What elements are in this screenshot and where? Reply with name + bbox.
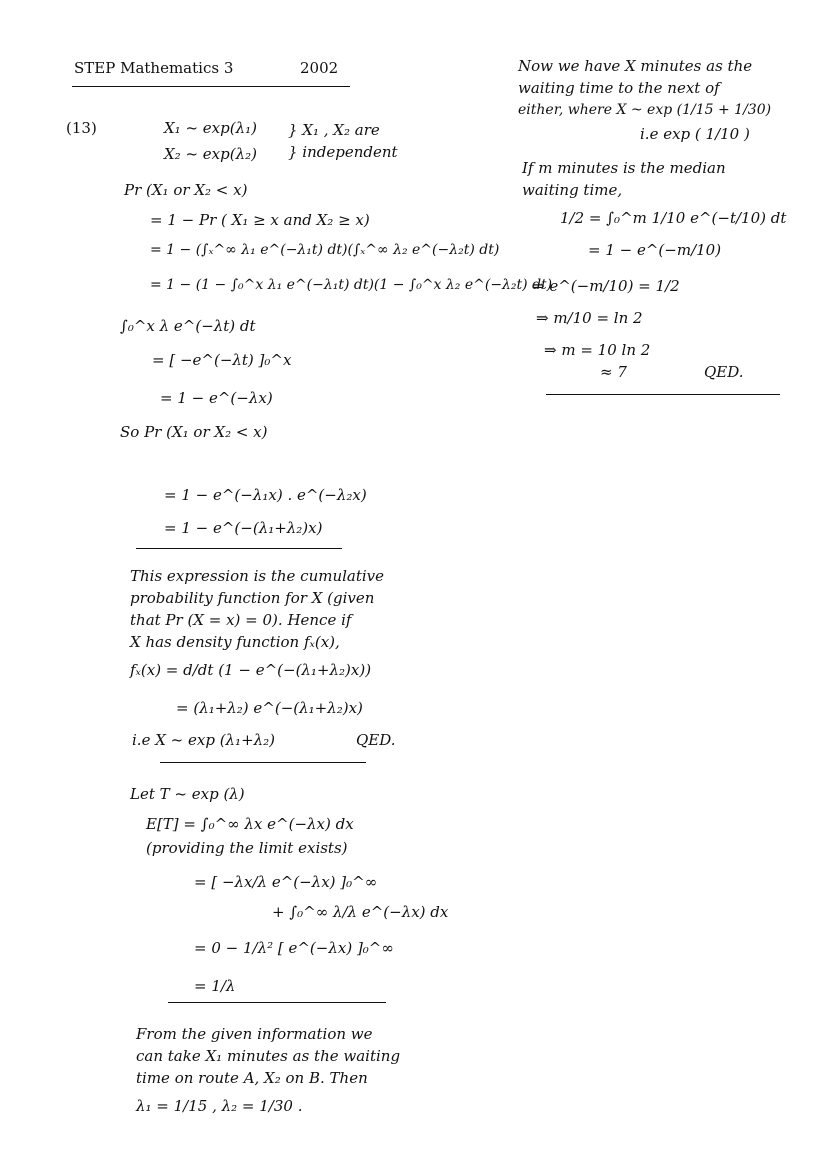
explanation-line-5: fₓ(x) = d/dt (1 − e^(−(λ₁+λ₂)x)) [130,661,372,679]
explanation-line-4: X has density function fₓ(x), [130,633,340,651]
expectation-line-6: = 0 − 1/λ² [ e^(−λx) ]₀^∞ [194,939,394,957]
cdf-line-3: = 1 − (∫ₓ^∞ λ₁ e^(−λ₁t) dt)(∫ₓ^∞ λ₂ e^(−λ₂t) dt) [150,242,500,258]
right-line-7: 1/2 = ∫₀^m 1/10 e^(−t/10) dt [560,209,787,227]
expectation-line-7: = 1/λ [194,977,236,995]
so-line-3: = 1 − e^(−(λ₁+λ₂)x) [164,519,323,537]
integral-line-2: = [ −e^(−λt) ]₀^x [152,351,292,369]
right-line-1: Now we have X minutes as the [518,57,753,75]
expectation-line-1: Let T ~ exp (λ) [130,785,245,803]
given-line-4: λ₁ = 1/15 , λ₂ = 1/30 . [136,1097,303,1115]
cdf-line-1: Pr (X₁ or X₂ < x) [124,181,248,199]
setup-note-1: } X₁ , X₂ are [288,121,380,139]
right-line-11: ⇒ m = 10 ln 2 [544,341,651,359]
right-line-3: either, where X ~ exp (1/15 + 1/30) [518,102,772,118]
explanation-line-7: i.e X ~ exp (λ₁+λ₂) [132,731,276,749]
rule-1 [136,548,342,549]
given-line-3: time on route A, X₂ on B. Then [136,1069,368,1087]
right-line-8: = 1 − e^(−m/10) [588,241,722,259]
so-line-1: So Pr (X₁ or X₂ < x) [120,423,268,441]
integral-line-1: ∫₀^x λ e^(−λt) dt [120,317,256,335]
expectation-line-4: = [ −λx/λ e^(−λx) ]₀^∞ [194,873,378,891]
header-underline [72,86,350,87]
question-number: (13) [66,119,97,137]
explanation-line-1: This expression is the cumulative [130,567,385,585]
right-line-5: If m minutes is the median [522,159,726,177]
page-year: 2002 [300,59,339,77]
expectation-line-3: (providing the limit exists) [146,839,348,857]
qed-1: QED. [356,731,396,749]
setup-x1: X₁ ~ exp(λ₁) [164,119,257,137]
right-line-12: ≈ 7 [600,363,627,381]
so-line-2: = 1 − e^(−λ₁x) . e^(−λ₂x) [164,486,367,504]
setup-note-2: } independent [288,143,398,161]
explanation-line-6: = (λ₁+λ₂) e^(−(λ₁+λ₂)x) [176,699,363,717]
explanation-line-3: that Pr (X = x) = 0). Hence if [130,611,352,629]
given-line-1: From the given information we [136,1025,373,1043]
explanation-line-2: probability function for X (given [130,589,375,607]
right-line-9: ⇒ e^(−m/10) = 1/2 [532,277,680,295]
cdf-line-4: = 1 − (1 − ∫₀^x λ₁ e^(−λ₁t) dt)(1 − ∫₀^x λ₂ e^(−λ₂t) dt) [150,277,553,293]
rule-right [546,394,780,395]
integral-line-3: = 1 − e^(−λx) [160,389,273,407]
expectation-line-2: E[T] = ∫₀^∞ λx e^(−λx) dx [146,815,354,833]
right-line-2: waiting time to the next of [518,79,720,97]
setup-x2: X₂ ~ exp(λ₂) [164,145,257,163]
right-line-4: i.e exp ( 1/10 ) [640,125,750,143]
given-line-2: can take X₁ minutes as the waiting [136,1047,401,1065]
page-title: STEP Mathematics 3 [74,59,234,77]
rule-3 [168,1002,386,1003]
cdf-line-2: = 1 − Pr ( X₁ ≥ x and X₂ ≥ x) [150,211,370,229]
qed-2: QED. [704,363,744,381]
right-line-10: ⇒ m/10 = ln 2 [536,309,643,327]
rule-2 [160,762,366,763]
right-line-6: waiting time, [522,181,623,199]
expectation-line-5: + ∫₀^∞ λ/λ e^(−λx) dx [272,903,449,921]
